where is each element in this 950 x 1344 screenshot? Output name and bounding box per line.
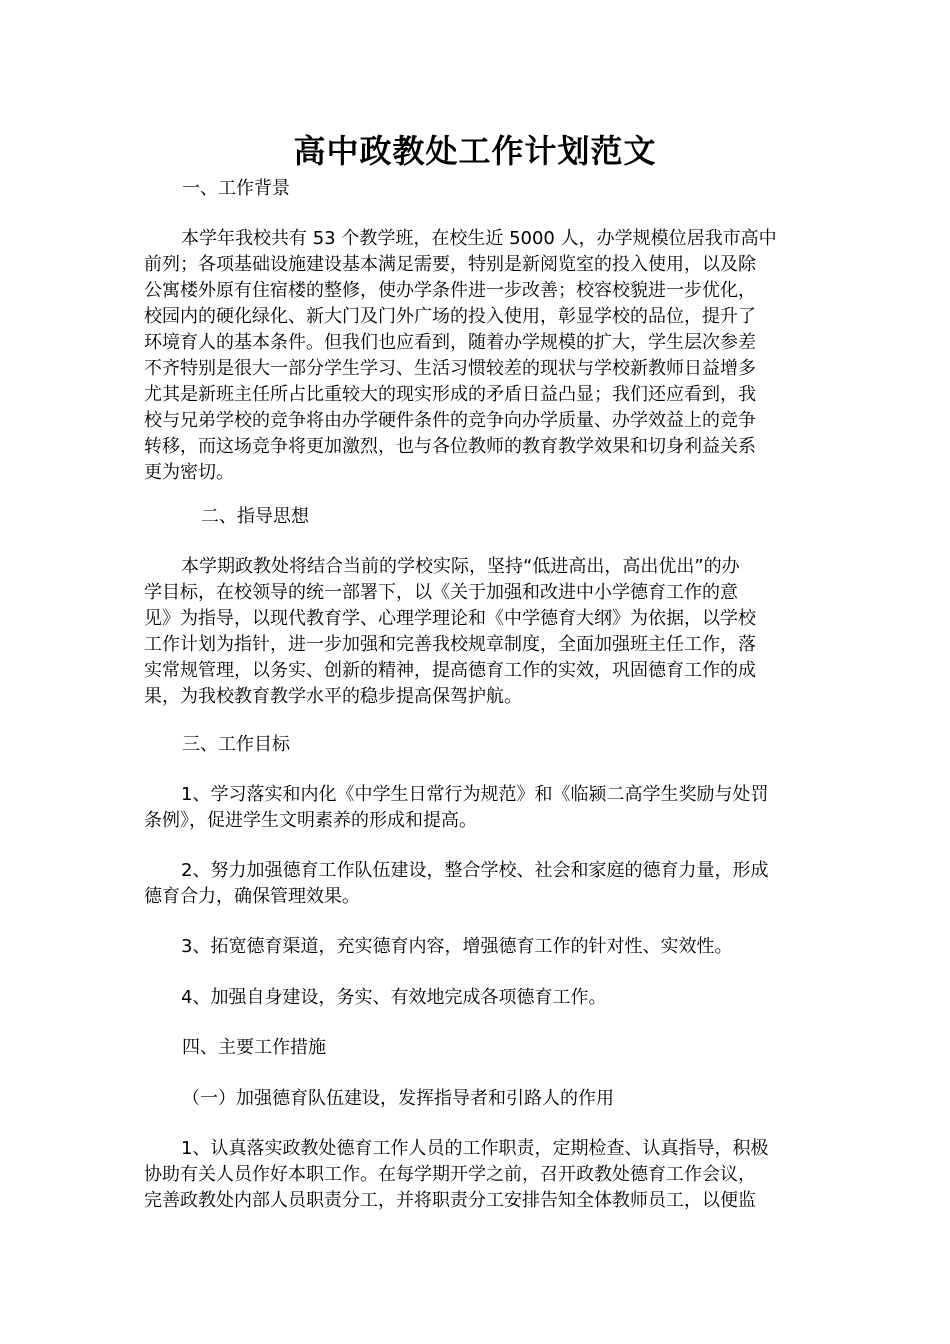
section-heading-background: 一、工作背景 [182, 178, 290, 199]
text-line: 工作计划为指针，进一步加强和完善我校规章制度，全面加强班主任工作，落 [144, 634, 756, 655]
text-line: 不齐特别是很大一部分学生学习、生活习惯较差的现状与学校新教师日益增多 [144, 358, 756, 379]
text-line: 环境育人的基本条件。但我们也应看到，随着办学规模的扩大，学生层次参差 [144, 332, 756, 353]
text-line: 前列；各项基础设施建设基本满足需要，特别是新阅览室的投入使用，以及除 [144, 254, 756, 275]
text-line: 学目标，在校领导的统一部署下，以《关于加强和改进中小学德育工作的意 [144, 582, 738, 603]
section-heading-work-goals: 三、工作目标 [182, 734, 290, 755]
text-line: 本学期政教处将结合当前的学校实际，坚持“低进高出，高出优出”的办 [181, 556, 740, 577]
text-line: 4、加强自身建设，务实、有效地完成各项德育工作。 [181, 987, 607, 1008]
subsection-heading-1: （一）加强德育队伍建设，发挥指导者和引路人的作用 [182, 1088, 614, 1109]
text-line: 公寓楼外原有住宿楼的整修，使办学条件进一步改善；校容校貌进一步优化， [144, 280, 756, 301]
text-line: 条例》，促进学生文明素养的形成和提高。 [144, 810, 477, 831]
paragraph-guiding-ideology [144, 554, 812, 710]
goal-item-4 [144, 985, 812, 1011]
text-line: 果，为我校教育教学水平的稳步提高保驾护航。 [144, 686, 522, 707]
goal-item-1 [144, 782, 812, 834]
text-line: 协助有关人员作好本职工作。在每学期开学之前，召开政教处德育工作会议， [144, 1164, 756, 1185]
text-line: 本学年我校共有 53 个教学班，在校生近 5000 人，办学规模位居我市高中 [181, 228, 777, 249]
text-line: 完善政教处内部人员职责分工，并将职责分工安排告知全体教师员工，以便监 [144, 1190, 756, 1211]
goal-item-3 [144, 934, 812, 960]
text-line: 实常规管理，以务实、创新的精神，提高德育工作的实效，巩固德育工作的成 [144, 660, 756, 681]
goal-item-2 [144, 858, 812, 910]
section-heading-guiding-ideology: 二、指导思想 [201, 506, 309, 527]
text-line: 2、努力加强德育工作队伍建设，整合学校、社会和家庭的德育力量，形成 [181, 860, 769, 881]
text-line: 校园内的硬化绿化、新大门及门外广场的投入使用，彰显学校的品位，提升了 [144, 306, 756, 327]
text-line: 见》为指导，以现代教育学、心理学理论和《中学德育大纲》为依据，以学校 [144, 608, 756, 629]
text-line: 校与兄弟学校的竞争将由办学硬件条件的竞争向办学质量、办学效益上的竞争 [144, 410, 756, 431]
text-line: 3、拓宽德育渠道，充实德育内容，增强德育工作的针对性、实效性。 [181, 936, 733, 957]
text-line: 德育合力，确保管理效果。 [144, 886, 360, 907]
section-heading-main-measures: 四、主要工作措施 [182, 1037, 326, 1058]
text-line: 尤其是新班主任所占比重较大的现实形成的矛盾日益凸显；我们还应看到，我 [144, 384, 756, 405]
text-line: 更为密切。 [144, 462, 234, 483]
paragraph-background [144, 226, 812, 486]
text-line: 1、学习落实和内化《中学生日常行为规范》和《临颍二高学生奖励与处罚 [181, 784, 769, 805]
document-title: 高中政教处工作计划范文 [293, 132, 657, 170]
measure-item-1 [144, 1136, 812, 1214]
text-line: 转移，而这场竞争将更加激烈，也与各位教师的教育教学效果和切身利益关系 [144, 436, 756, 457]
text-line: 1、认真落实政教处德育工作人员的工作职责，定期检查、认真指导，积极 [181, 1138, 769, 1159]
